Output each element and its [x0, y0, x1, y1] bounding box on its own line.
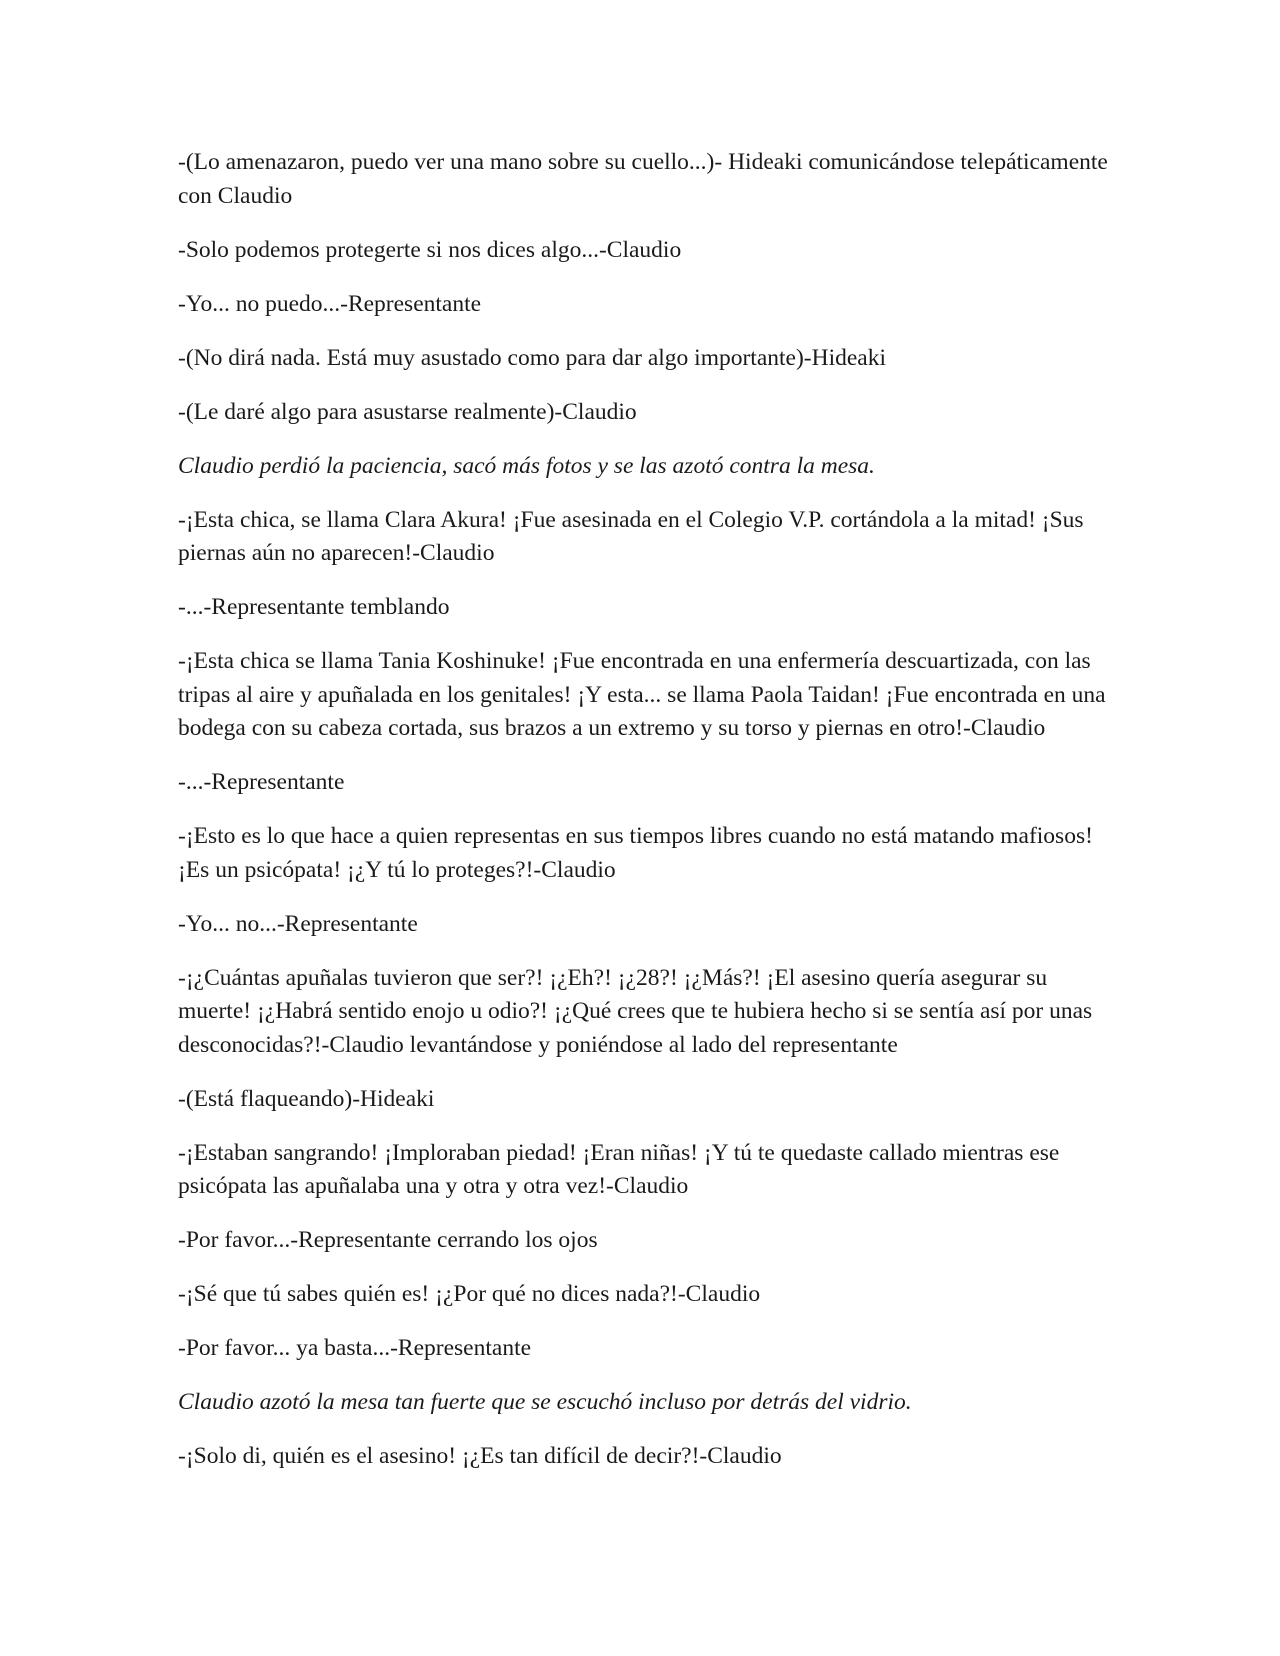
narration-paragraph: Claudio azotó la mesa tan fuerte que se escuchó incluso por detrás del vidrio.	[178, 1389, 912, 1415]
paragraph: -(No dirá nada. Está muy asustado como para dar algo importante)-Hideaki	[178, 344, 887, 371]
paragraph: -Por favor... ya basta...-Representante	[178, 1335, 532, 1361]
paragraph: -¡Esta chica se llama Tania Koshinuke! ¡Fue encontrada en una enfermería descuartizada, con las tripas al aire y apuñalada en los genitales! ¡Y esta... se llama Paola Taidan! ¡Fue encontrada en una bodega con su cabeza cortada, sus brazos a un extremo y su torso y piernas en otro!-Claudio	[178, 648, 1106, 741]
paragraph: -(Lo amenazaron, puedo ver una mano sobre su cuello...)- Hideaki comunicándose telepáticamente con Claudio	[178, 149, 1108, 209]
paragraph: -Por favor...-Representante cerrando los ojos	[178, 1227, 598, 1253]
paragraph: -...-Representante temblando	[178, 594, 450, 620]
paragraph: -¡Esta chica, se llama Clara Akura! ¡Fue asesinada en el Colegio V.P. cortándola a la mitad! ¡Sus piernas aún no aparecen!-Claudio	[178, 506, 1084, 566]
paragraph: -¡Estaban sangrando! ¡Imploraban piedad! ¡Eran niñas! ¡Y tú te quedaste callado mientras ese psicópata las apuñalaba una y otra y otra vez!-Claudio	[178, 1139, 1060, 1199]
paragraph: -Yo... no...-Representante	[178, 910, 418, 937]
paragraph: -Solo podemos protegerte si nos dices algo...-Claudio	[178, 236, 682, 263]
paragraph: -¡Esto es lo que hace a quien representas en sus tiempos libres cuando no está matando mafiosos! ¡Es un psicópata! ¡¿Y tú lo proteges?!-Claudio	[178, 823, 1093, 883]
paragraph: -(Está flaqueando)-Hideaki	[178, 1085, 435, 1112]
paragraph: -...-Representante	[178, 769, 345, 795]
paragraph: -Yo... no puedo...-Representante	[178, 290, 482, 317]
document-body	[178, 146, 1118, 1494]
narration-paragraph: Claudio perdió la paciencia, sacó más fotos y se las azotó contra la mesa.	[178, 452, 875, 479]
paragraph: -(Le daré algo para asustarse realmente)-Claudio	[178, 398, 637, 425]
paragraph: -¡Sé que tú sabes quién es! ¡¿Por qué no dices nada?!-Claudio	[178, 1281, 761, 1307]
paragraph: -¡Solo di, quién es el asesino! ¡¿Es tan difícil de decir?!-Claudio	[178, 1443, 782, 1469]
paragraph: -¡¿Cuántas apuñalas tuvieron que ser?! ¡¿Eh?! ¡¿28?! ¡¿Más?! ¡El asesino quería asegurar su muerte! ¡¿Habrá sentido enojo u odio?! ¡¿Qué crees que te hubiera hecho si se sentía así por unas desconocidas?!-Claudio levantándose y poniéndose al lado del representante	[178, 964, 1093, 1058]
